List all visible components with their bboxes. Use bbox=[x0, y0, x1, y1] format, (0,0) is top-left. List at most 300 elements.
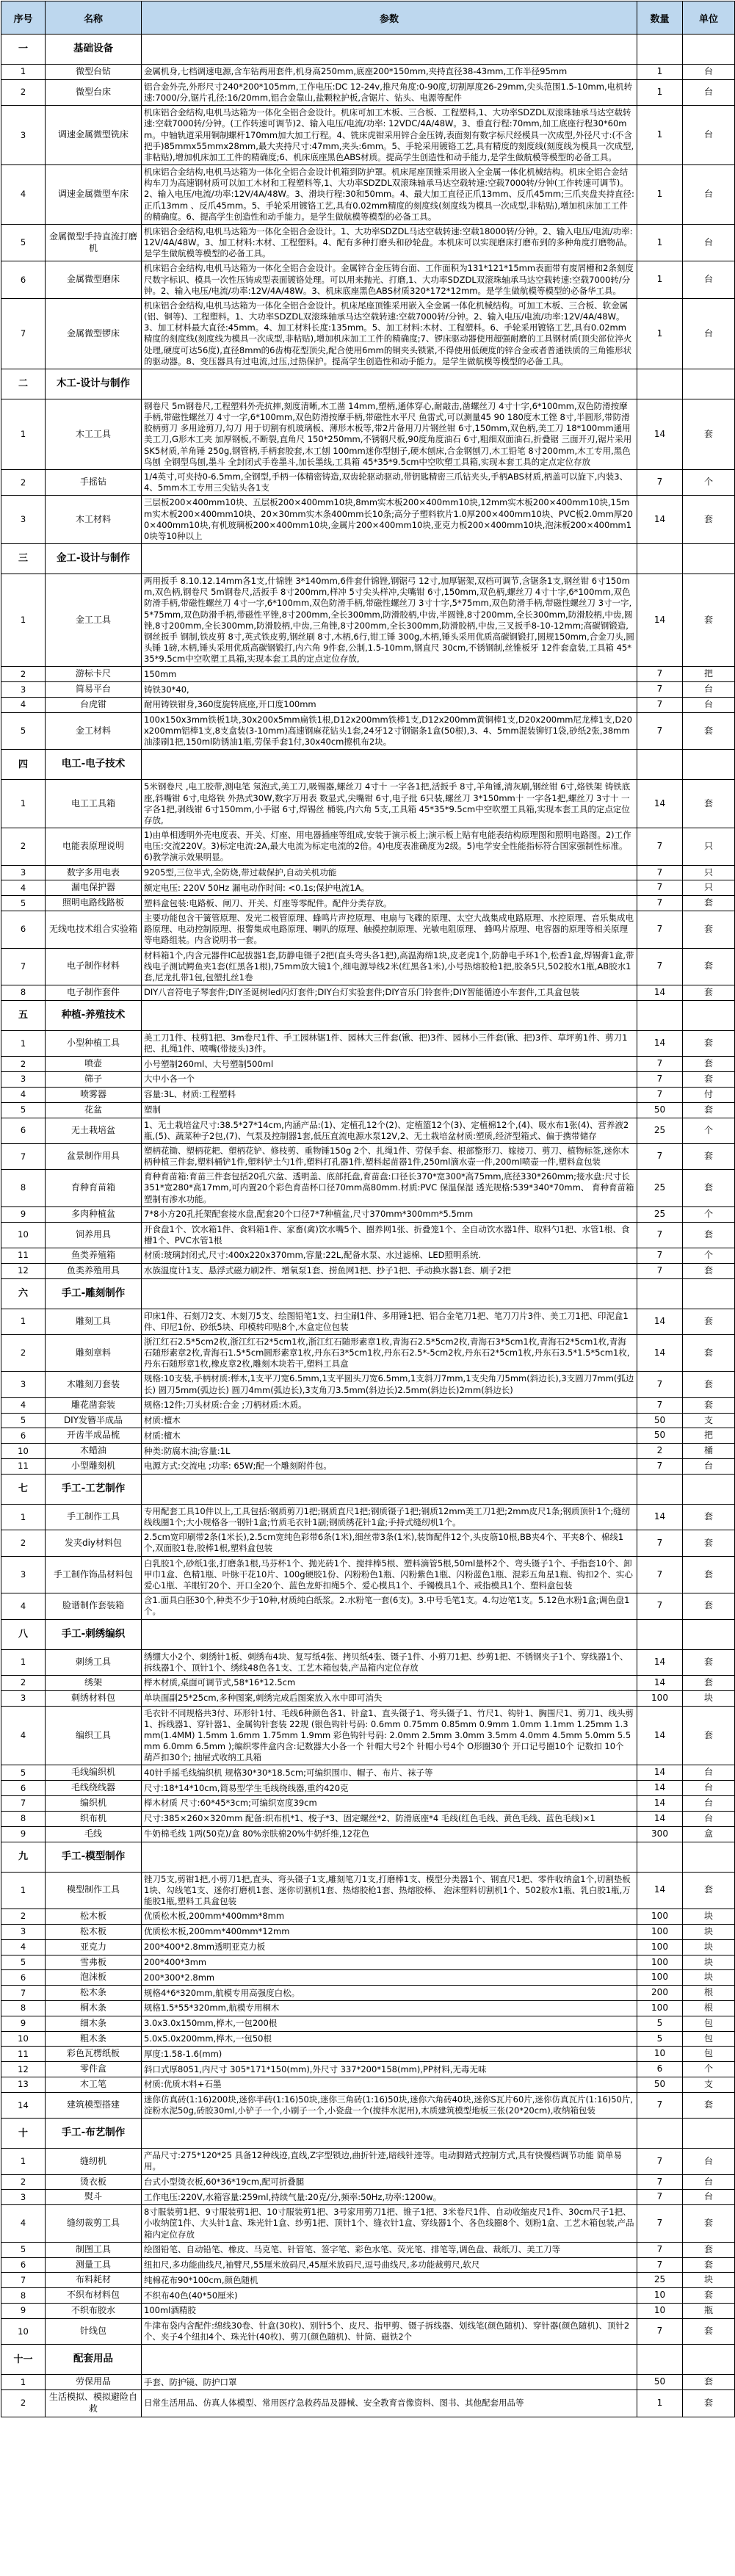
item-name: 小型种植工具 bbox=[46, 1030, 142, 1056]
item-unit: 块 bbox=[683, 2273, 735, 2288]
item-name: 雕刻工具 bbox=[46, 1309, 142, 1334]
item-unit: 把 bbox=[683, 1428, 735, 1444]
item-params: 规格4*6*320mm,航模专用高强度白松。 bbox=[142, 1986, 637, 2001]
table-row bbox=[1, 399, 735, 469]
table-row bbox=[1, 1826, 735, 1842]
table-row bbox=[1, 1556, 735, 1593]
item-name: 彩色瓦楞纸板 bbox=[46, 2047, 142, 2062]
row-number: 3 bbox=[1, 1372, 46, 1397]
item-params: 厚度:1.58-1.6(mm) bbox=[142, 2047, 637, 2062]
row-number: 7 bbox=[1, 2273, 46, 2288]
row-number: 1 bbox=[1, 399, 46, 469]
table-row bbox=[1, 1530, 735, 1556]
item-unit: 个 bbox=[683, 469, 735, 495]
table-row bbox=[1, 1706, 735, 1765]
row-number: 3 bbox=[1, 1072, 46, 1088]
table-row bbox=[1, 2047, 735, 2062]
item-unit: 套 bbox=[683, 1170, 735, 1207]
row-number: 4 bbox=[1, 1087, 46, 1102]
row-number: 2 bbox=[1, 1675, 46, 1690]
item-name: 刺绣工具 bbox=[46, 1649, 142, 1675]
table-row bbox=[1, 469, 735, 495]
item-name: 无线电技术组合实验箱 bbox=[46, 911, 142, 949]
item-unit: 套 bbox=[683, 1675, 735, 1690]
item-name: 雕花凿套装 bbox=[46, 1397, 142, 1413]
item-unit: 套 bbox=[683, 2390, 735, 2417]
item-name: 制图工具 bbox=[46, 2242, 142, 2257]
table-row bbox=[1, 1222, 735, 1248]
item-qty: 7 bbox=[637, 1397, 683, 1413]
table-row bbox=[1, 682, 735, 698]
table-row bbox=[1, 1397, 735, 1413]
section-qty-empty bbox=[637, 2119, 683, 2149]
item-name: 小型雕刻机 bbox=[46, 1459, 142, 1475]
item-params: 机床铝合金结构,电机马达箱为一体化全铝合金设计。机床尾座顶锥采用嵌入全金属一体化机械结构。可加工木板、三合板、软金属(铝、铜等)、工程塑料。1、大功率SDZDL双滚珠轴承马达空载转速:空载7000转/分钟。2、输入电压/电流/功率:12V/4A/48W。3、加工材料最大直径:45mm。4、加工材料长度:135mm。5、加工材料:木材、工程塑料。6、手轮采用镀铬工艺,具有0.02mm精度的刻度线(刻度线为模具一次成型,非粘贴),增加机床加工工件的精确度;7、锣床驱动器使用超强耐磨的工具钢材质(顶尖部位淬火处理,硬度可达56度),直径8mm的6齿梅花型顶尖,配合使用6mm的铜夹头锁紧,不得使用低硬度的锌合金或者普通铁质的三角锥形状的驱动器。8、变压器具有过电流,过压,过热保护。提高学生创造性和动手能力。是学生做航模等模型的必备工具。 bbox=[142, 298, 637, 369]
row-number: 6 bbox=[1, 1118, 46, 1143]
item-qty: 1 bbox=[637, 224, 683, 261]
row-number: 1 bbox=[1, 1030, 46, 1056]
section-qty-empty bbox=[637, 35, 683, 65]
table-row bbox=[1, 1675, 735, 1690]
item-qty: 10 bbox=[637, 2288, 683, 2304]
section-row bbox=[1, 369, 735, 399]
row-number: 1 bbox=[1, 1872, 46, 1909]
row-number: 4 bbox=[1, 1939, 46, 1955]
section-title: 木工-设计与制作 bbox=[46, 369, 142, 399]
item-qty: 14 bbox=[637, 399, 683, 469]
table-row bbox=[1, 1986, 735, 2001]
item-params: 5米钢卷尺 ,电工胶带,测电笔 氖泡式,美工刀,吸锡器,螺丝刀 4寸十 一字各1把,活扳手 8寸,羊角锤,清灰刷,钢丝钳 6寸,烙铁架 铸铁底座,斜嘴钳 6寸,电烙铁 外热式30W,数字万用表 数显式,尖嘴钳 6寸,电子批 6只装,螺丝刀 3*150mm十 一字各1把,螺丝刀 3寸十 一字各1把,剥线钳 6寸150mm,小手锯 6寸,焊锡丝 桶装,内六角 5支,工具箱 45*35*9.5cm中空吹塑工具箱,实现本套工具的定点定位存放, bbox=[142, 780, 637, 828]
item-unit: 包 bbox=[683, 2016, 735, 2031]
table-row bbox=[1, 2318, 735, 2344]
table-row bbox=[1, 828, 735, 866]
table-row bbox=[1, 1248, 735, 1263]
item-params: 斜口式厚8051,内尺寸 305*171*150(mm),外尺寸 337*200*158(mm),PP材料,无毒无味 bbox=[142, 2062, 637, 2077]
row-number: 5 bbox=[1, 224, 46, 261]
item-params: 机床铝合金结构,电机马达箱为一体化全铝合金设计。金属锌合金压铸台面、工作面积为131*121*15mm表面带有废屑槽和2条刻度尺数字标识、模具一次性压铸成型表面镀铬处理。可以用来抛光、打磨,1、大功率SDZDL双滚珠轴承马达空载转速:空载7000转/分钟。2、输入电压/电流/功率:12V/4A/48W。3、机床底座黑色ABS材质320*172*12mm。是学生做航模等模型的必备华工具。 bbox=[142, 261, 637, 299]
section-number: 十一 bbox=[1, 2345, 46, 2375]
item-qty: 50 bbox=[637, 2077, 683, 2093]
item-name: 布料耗材 bbox=[46, 2273, 142, 2288]
item-unit: 根 bbox=[683, 2001, 735, 2016]
item-unit: 个 bbox=[683, 1248, 735, 1263]
item-name: 金工工具 bbox=[46, 574, 142, 667]
table-row bbox=[1, 1263, 735, 1278]
item-name: 电能表原理说明 bbox=[46, 828, 142, 866]
item-unit: 套 bbox=[683, 1706, 735, 1765]
item-qty: 7 bbox=[637, 682, 683, 698]
row-number: 2 bbox=[1, 828, 46, 866]
section-number: 六 bbox=[1, 1278, 46, 1309]
section-qty-empty bbox=[637, 369, 683, 399]
section-qty-empty bbox=[637, 1619, 683, 1649]
item-params: 手套、防护镜、防护口罩 bbox=[142, 2375, 637, 2390]
item-unit: 台 bbox=[683, 1459, 735, 1475]
row-number: 1 bbox=[1, 1649, 46, 1675]
item-params: 单块面副25*25cm,多种图案,刺绣完成后图案放入水中即可消失 bbox=[142, 1690, 637, 1706]
item-params: 种类:防腐木油;容量:1L bbox=[142, 1444, 637, 1459]
section-number: 五 bbox=[1, 1000, 46, 1030]
row-number: 4 bbox=[1, 1593, 46, 1619]
item-params: 育种育苗箱:育苗三件套包括20孔穴盆、透明盖、底部托盘,育苗盘:口径长370*宽300*高75mm,底径330*260mm;接水盘:尺寸长351*宽280*高17mm,可内置20个彩色育苗杯口径70mm高80mm.材质:PVC 保温保湿 透光规格:539*340*70mm、 育种育苗箱塑制有渗水功能。 bbox=[142, 1170, 637, 1207]
row-number: 14 bbox=[1, 2092, 46, 2118]
table-row bbox=[1, 2205, 735, 2243]
row-number: 2 bbox=[1, 1909, 46, 1925]
section-number: 一 bbox=[1, 35, 46, 65]
item-unit: 套 bbox=[683, 1649, 735, 1675]
section-row bbox=[1, 35, 735, 65]
row-number: 4 bbox=[1, 165, 46, 225]
table-row bbox=[1, 1796, 735, 1812]
item-params: 大中小各一个 bbox=[142, 1072, 637, 1088]
item-params: 尺寸:18*14*10cm,简易型学生毛线绕线器,重约420克 bbox=[142, 1781, 637, 1796]
section-unit-empty bbox=[683, 2119, 735, 2149]
item-params: 主要功能包含干簧管原理、发光二极管原理、蜂鸣片声控原理、电扇与飞碟的原理、太空大战集成电路原理、水控原理、音乐集成电路原理、电动控制原理、报警集成电路原理、喇叭的原理、触摸控制原理、光敏电阻原理、 蜂鸣片原理、电容器的原理等相关原理等电路组装。内含说明书一套。 bbox=[142, 911, 637, 949]
table-row bbox=[1, 298, 735, 369]
item-params: 塑制 bbox=[142, 1102, 637, 1118]
row-number: 3 bbox=[1, 1690, 46, 1706]
item-params: 5.0x5.0x200mm,桦木,一包50根 bbox=[142, 2031, 637, 2047]
item-name: 雕刻章料 bbox=[46, 1334, 142, 1372]
item-unit: 套 bbox=[683, 399, 735, 469]
table-row bbox=[1, 2016, 735, 2031]
row-number: 4 bbox=[1, 698, 46, 713]
item-params: 机床铝合金结构,电机马达箱为一体化全铝合金设计机箱到防护罩。机床尾座顶锥采用嵌入全金属一体化机械结构。机床全铝合金结构车刀为高速钢材质可以加工木材和工程塑料等,1、大功率SDZDL双滚珠轴承马达空载转速:空载7000转/分钟(工作转速可调节)。2、输入电压/电流/功率:12V/4A/48W。3、滑块行程:30和50mm。4、最大加工直径正爪13mm、反爪45mm;三爪夹盘夹持直径:正爪13mm 、反爪45mm。5、手轮采用镀铬工艺,具有0.02mm精度的刻度线(刻度线为模具一次成型,非粘贴),增加机床加工工件的精确度。6、提高学生创造性和动手能力。是学生做航模等模型的必备工具。 bbox=[142, 165, 637, 225]
item-params: 含1.面具白胚30个,种类不少于10种,材质纯白纸浆。2.水粉笔一套(6支)。3.中号毛笔1支。4.勾边笔1支。5.12色水粉1盒;调色盘1个。 bbox=[142, 1593, 637, 1619]
item-params: 牛奶棉毛线 1两(50克)/盒 80%亲肤棉20%牛奶纤维,12花色 bbox=[142, 1826, 637, 1842]
table-row bbox=[1, 1309, 735, 1334]
section-params-empty bbox=[142, 2119, 637, 2149]
item-name: 绣架 bbox=[46, 1675, 142, 1690]
item-params: 材质:檀木 bbox=[142, 1428, 637, 1444]
item-unit: 套 bbox=[683, 1030, 735, 1056]
table-row bbox=[1, 1444, 735, 1459]
section-unit-empty bbox=[683, 369, 735, 399]
table-row bbox=[1, 1413, 735, 1428]
row-number: 5 bbox=[1, 896, 46, 911]
item-qty: 14 bbox=[637, 574, 683, 667]
section-title: 金工-设计与制作 bbox=[46, 544, 142, 574]
section-qty-empty bbox=[637, 1842, 683, 1872]
item-qty: 7 bbox=[637, 828, 683, 866]
item-params: 150mm bbox=[142, 667, 637, 682]
item-unit: 套 bbox=[683, 2257, 735, 2273]
row-number: 8 bbox=[1, 2288, 46, 2304]
item-qty: 25 bbox=[637, 1118, 683, 1143]
item-params: 200*400*3mm bbox=[142, 1955, 637, 1970]
item-params: 美工刀1件、枝剪1把、3m卷尺1件、手工园林锯1件、园林大三件套(锹、把)3件、园林小三件套(锹、把)3件、草坪剪1件、剪刀1把、扎绳1件、喷嘴(带接头)3件。 bbox=[142, 1030, 637, 1056]
item-unit: 套 bbox=[683, 574, 735, 667]
item-name: 编织工具 bbox=[46, 1706, 142, 1765]
item-unit: 台 bbox=[683, 1765, 735, 1781]
row-number: 2 bbox=[1, 1530, 46, 1556]
item-unit: 台 bbox=[683, 2190, 735, 2205]
section-number: 七 bbox=[1, 1474, 46, 1504]
table-row bbox=[1, 1781, 735, 1796]
item-name: 烫衣板 bbox=[46, 2174, 142, 2190]
item-name: 金属微型磨床 bbox=[46, 261, 142, 299]
item-name: 电子制作材料 bbox=[46, 948, 142, 985]
item-unit: 台 bbox=[683, 1811, 735, 1826]
item-params: 1/4英寸,可夹持0-6.5mm,全钢型,手柄一体精密铸造,双齿轮驱动驱动,带钥匙精密三爪钻夹头,手柄ABS材质,柄盖可以旋下,内装3、4、5mm木工专用三尖钻头各1支 bbox=[142, 469, 637, 495]
item-unit: 套 bbox=[683, 985, 735, 1001]
table-row bbox=[1, 1057, 735, 1072]
section-row bbox=[1, 1278, 735, 1309]
item-qty: 7 bbox=[637, 2318, 683, 2344]
item-qty: 7 bbox=[637, 896, 683, 911]
row-number: 2 bbox=[1, 79, 46, 105]
item-qty: 1 bbox=[637, 65, 683, 80]
item-unit: 支 bbox=[683, 2077, 735, 2093]
item-qty: 6 bbox=[637, 2062, 683, 2077]
item-params: 材质:优质木料+石墨 bbox=[142, 2077, 637, 2093]
row-number: 8 bbox=[1, 985, 46, 1001]
row-number: 3 bbox=[1, 682, 46, 698]
item-qty: 10 bbox=[637, 2304, 683, 2319]
item-qty: 7 bbox=[637, 865, 683, 880]
table-row bbox=[1, 65, 735, 80]
row-number: 6 bbox=[1, 1428, 46, 1444]
item-name: 熨斗 bbox=[46, 2190, 142, 2205]
item-unit: 套 bbox=[683, 1556, 735, 1593]
table-row bbox=[1, 896, 735, 911]
item-params: 7*8小方20孔托架配套接水盘,配套20个口径7*7种植盆,尺寸370mm*300mm*5.5mm bbox=[142, 1206, 637, 1222]
item-name: 脸谱制作套装箱 bbox=[46, 1593, 142, 1619]
item-name: 雪弗板 bbox=[46, 1955, 142, 1970]
row-number: 10 bbox=[1, 2318, 46, 2344]
item-qty: 7 bbox=[637, 1222, 683, 1248]
item-params: 毛衣针不同规格共3付、环形针1付、毛线6种颜色各1、针盒1、直头镊子1、弯头镊子1、竹尺1、钩针1、胸围尺1、剪刀1、线头剪1、拆线器1、穿针器1、金属钩针套装 22规 (银色钩针号码: 0.6mm 0.75mm 0.85mm 0.9mm 1.0mm 1.1mm 1.25mm 1.3mm(1.4MM) 1.5mm 1.6mm 1.75mm 1.9mm 彩色钩针号码: 2.0mm 2.5mm 3.0mm 3.5mm 4.0mm 4.5mm 5.0mm 5.5mm 6.0mm 6.5mm );编织零件盒内含:记数器大小各一个 针帽大号2个 针帽小号4个 O形圈30个 开口记号圈10个 记数扣 10个 葫芦扣30个; 抽屉式收纳工具箱 bbox=[142, 1706, 637, 1765]
item-qty: 14 bbox=[637, 1649, 683, 1675]
item-params: 200*300*2.8mm bbox=[142, 1970, 637, 1986]
item-qty: 14 bbox=[637, 1811, 683, 1826]
item-name: 筛子 bbox=[46, 1072, 142, 1088]
item-unit: 包 bbox=[683, 2047, 735, 2062]
item-unit: 包 bbox=[683, 2031, 735, 2047]
item-params: DIY八音符电子琴套件;DIY圣诞树led闪灯套件;DIY台灯实验套件;DIY音乐门铃套件;DIY智能循迹小车套件,工具盒包装 bbox=[142, 985, 637, 1001]
table-row bbox=[1, 1872, 735, 1909]
item-unit: 块 bbox=[683, 1955, 735, 1970]
equipment-spec-table bbox=[1, 1, 735, 2417]
item-params: 浙江红石2.5*5cm2枚,浙江红石2*5cm1枚,浙江红石随形素章1枚,青海石2.5*5cm2枚,青海石3*5cm1枚,青海石2*5cm1枚,青海石随形素章2枚,青海石1.5*5cm圆形素章1枚,丹东石3*5cm1枚,丹东石2.5*-5cm2枚,丹东石2*5cm1枚,丹东石3.5*1.5*5cm1枚,丹东石随形章1枚,橡皮章2枚,雕刻木块若干,塑料工具盒 bbox=[142, 1334, 637, 1372]
item-name: 数字多用电表 bbox=[46, 865, 142, 880]
section-params-empty bbox=[142, 1278, 637, 1309]
row-number: 1 bbox=[1, 2375, 46, 2390]
table-row bbox=[1, 2257, 735, 2273]
item-unit: 桶 bbox=[683, 1444, 735, 1459]
item-name: 零件盒 bbox=[46, 2062, 142, 2077]
row-number: 8 bbox=[1, 1811, 46, 1826]
item-params: 开食盘1个、饮水箱1件、食料箱1件、家畜(禽)饮水嘴5个、圈养网1张、折叠笼1个、全自动饮水器1件、取料勺1把、水管1根、食槽1个、PVC水管1根 bbox=[142, 1222, 637, 1248]
item-qty: 7 bbox=[637, 1372, 683, 1397]
row-number: 4 bbox=[1, 2205, 46, 2243]
row-number: 11 bbox=[1, 1459, 46, 1475]
item-params: 容量:3L、材质:工程塑料 bbox=[142, 1087, 637, 1102]
item-qty: 14 bbox=[637, 1872, 683, 1909]
item-name: 刺绣材料包 bbox=[46, 1690, 142, 1706]
row-number: 1 bbox=[1, 1504, 46, 1530]
row-number: 9 bbox=[1, 1206, 46, 1222]
item-qty: 7 bbox=[637, 2205, 683, 2243]
section-unit-empty bbox=[683, 544, 735, 574]
item-qty: 1 bbox=[637, 2390, 683, 2417]
item-name: 盆景制作用具 bbox=[46, 1143, 142, 1169]
item-qty: 100 bbox=[637, 1955, 683, 1970]
table-row bbox=[1, 880, 735, 896]
row-number: 7 bbox=[1, 1143, 46, 1169]
section-number: 九 bbox=[1, 1842, 46, 1872]
item-qty: 7 bbox=[637, 1459, 683, 1475]
item-qty: 7 bbox=[637, 712, 683, 750]
item-params: 材质:檀木 bbox=[142, 1413, 637, 1428]
row-number: 6 bbox=[1, 911, 46, 949]
section-params-empty bbox=[142, 1000, 637, 1030]
item-qty: 7 bbox=[637, 2257, 683, 2273]
row-number: 5 bbox=[1, 1765, 46, 1781]
section-row bbox=[1, 2119, 735, 2149]
item-unit: 套 bbox=[683, 1072, 735, 1088]
row-number: 11 bbox=[1, 1248, 46, 1263]
row-number: 6 bbox=[1, 1970, 46, 1986]
item-name: 花盆 bbox=[46, 1102, 142, 1118]
item-name: 针线包 bbox=[46, 2318, 142, 2344]
row-number: 9 bbox=[1, 1826, 46, 1842]
item-unit: 台 bbox=[683, 1796, 735, 1812]
row-number: 4 bbox=[1, 1706, 46, 1765]
table-row bbox=[1, 1649, 735, 1675]
section-number: 二 bbox=[1, 369, 46, 399]
table-row bbox=[1, 985, 735, 1001]
row-number: 5 bbox=[1, 1102, 46, 1118]
item-qty: 25 bbox=[637, 1206, 683, 1222]
row-number: 2 bbox=[1, 2390, 46, 2417]
item-unit: 只 bbox=[683, 865, 735, 880]
section-qty-empty bbox=[637, 2345, 683, 2375]
item-name: 开齿半成品梳 bbox=[46, 1428, 142, 1444]
table-row bbox=[1, 2174, 735, 2190]
table-row bbox=[1, 2390, 735, 2417]
item-name: 金工材料 bbox=[46, 712, 142, 750]
item-qty: 7 bbox=[637, 1593, 683, 1619]
row-number: 3 bbox=[1, 106, 46, 165]
item-unit: 套 bbox=[683, 1504, 735, 1530]
table-row bbox=[1, 1102, 735, 1118]
item-name: 松木条 bbox=[46, 1986, 142, 2001]
item-params: 耐用铸铁钳身,360度旋转底座,开口度100mm bbox=[142, 698, 637, 713]
item-name: 毛线编织机 bbox=[46, 1765, 142, 1781]
table-row bbox=[1, 574, 735, 667]
item-name: 粗木条 bbox=[46, 2031, 142, 2047]
item-unit: 台 bbox=[683, 165, 735, 225]
row-number: 5 bbox=[1, 1413, 46, 1428]
table-row bbox=[1, 1072, 735, 1088]
item-params: 尺寸:385×260×320mm 配备:织布机*1、梭子*3、固定螺丝*2、防滑底座*4 毛线(红色毛线、黄色毛线、蓝色毛线)×1 bbox=[142, 1811, 637, 1826]
item-name: 木工材料 bbox=[46, 496, 142, 544]
table-row bbox=[1, 1811, 735, 1826]
item-unit: 套 bbox=[683, 1593, 735, 1619]
table-row bbox=[1, 1170, 735, 1207]
section-title: 基础设备 bbox=[46, 35, 142, 65]
item-unit: 个 bbox=[683, 2062, 735, 2077]
table-row bbox=[1, 1372, 735, 1397]
item-params: 8寸服装剪1把、9寸服装剪1把、10寸服装剪1把、3号家用剪刀1把、锥子1把、3米卷尺1件、自动收缩皮尺1件、30cm尺子1把、小收纳筐1件、大头针1盒、珠光针1盒、纱剪1把、顶针1个、缝衣针1盒、穿线器1个、各色线圈8个、划粉1盒、工艺木箱包装,产品箱内定位存放 bbox=[142, 2205, 637, 2243]
table-row bbox=[1, 2304, 735, 2319]
item-unit: 块 bbox=[683, 1939, 735, 1955]
section-title: 电工-电子技术 bbox=[46, 750, 142, 780]
item-unit: 台 bbox=[683, 2174, 735, 2190]
item-name: 织布机 bbox=[46, 1811, 142, 1826]
item-name: 劳保用品 bbox=[46, 2375, 142, 2390]
item-unit: 盒 bbox=[683, 1826, 735, 1842]
item-name: 微型台床 bbox=[46, 79, 142, 105]
row-number: 1 bbox=[1, 780, 46, 828]
item-unit: 套 bbox=[683, 896, 735, 911]
item-qty: 25 bbox=[637, 1170, 683, 1207]
item-unit: 台 bbox=[683, 1781, 735, 1796]
item-qty: 7 bbox=[637, 1072, 683, 1088]
item-name: 松木板 bbox=[46, 1909, 142, 1925]
table-row bbox=[1, 261, 735, 299]
item-params: 纯棉花布90*100cm,颜色随机 bbox=[142, 2273, 637, 2288]
item-unit: 套 bbox=[683, 1334, 735, 1372]
table-row bbox=[1, 2273, 735, 2288]
section-row bbox=[1, 750, 735, 780]
item-params: 规格:12件;刀头材质:合金 ;刀柄材质:木质。 bbox=[142, 1397, 637, 1413]
item-qty: 1 bbox=[637, 261, 683, 299]
section-qty-empty bbox=[637, 544, 683, 574]
table-row bbox=[1, 712, 735, 750]
header-row bbox=[1, 1, 735, 35]
row-number: 2 bbox=[1, 667, 46, 682]
section-params-empty bbox=[142, 544, 637, 574]
item-unit: 台 bbox=[683, 224, 735, 261]
table-row bbox=[1, 865, 735, 880]
item-name: 木雕刻刀套装 bbox=[46, 1372, 142, 1397]
item-qty: 7 bbox=[637, 1556, 683, 1593]
section-params-empty bbox=[142, 369, 637, 399]
item-qty: 5 bbox=[637, 2016, 683, 2031]
item-unit: 套 bbox=[683, 1397, 735, 1413]
section-number: 十 bbox=[1, 2119, 46, 2149]
item-params: 200*400*2.8mm透明亚克力板 bbox=[142, 1939, 637, 1955]
row-number: 3 bbox=[1, 1556, 46, 1593]
table-row bbox=[1, 2375, 735, 2390]
item-qty: 100 bbox=[637, 1939, 683, 1955]
item-unit: 套 bbox=[683, 911, 735, 949]
table-row bbox=[1, 2190, 735, 2205]
row-number: 8 bbox=[1, 2001, 46, 2016]
item-qty: 50 bbox=[637, 1428, 683, 1444]
item-qty: 14 bbox=[637, 1030, 683, 1056]
item-name: 细木条 bbox=[46, 2016, 142, 2031]
item-qty: 10 bbox=[637, 2047, 683, 2062]
item-qty: 7 bbox=[637, 1530, 683, 1556]
table-row bbox=[1, 1334, 735, 1372]
section-unit-empty bbox=[683, 1619, 735, 1649]
item-params: 三层板200×400mm10块、五层板200×400mm10块,8mm实木板200×400mm10块,12mm实木板200×400mm10块,15mm实木板200×400mm10块、20×30mm实木条400mm长10条;高分子塑料软片1.0厚200×400mm10块、PVC板2.0mm厚200×400mm10块,有机玻璃板200×400mm10块,金属片200×400mm10块,亚克力板200×400mm10块,泡沫板200×400mm10块等10种以上 bbox=[142, 496, 637, 544]
item-params: 榉木材质 尺寸:60*45*3cm;可编织宽度39cm bbox=[142, 1796, 637, 1812]
item-name: 木工工具 bbox=[46, 399, 142, 469]
item-unit: 套 bbox=[683, 1143, 735, 1169]
header-name: 名称 bbox=[46, 1, 142, 35]
table-row bbox=[1, 948, 735, 985]
item-params: 纽扣尺,多功能曲线尺,袖臂尺,55厘米放码尺,45厘米放码尺,逗号曲线尺,多功能裁剪尺,软尺 bbox=[142, 2257, 637, 2273]
row-number: 2 bbox=[1, 469, 46, 495]
item-name: 育种育苗箱 bbox=[46, 1170, 142, 1207]
item-name: 简易平台 bbox=[46, 682, 142, 698]
item-unit: 套 bbox=[683, 496, 735, 544]
row-number: 12 bbox=[1, 1263, 46, 1278]
